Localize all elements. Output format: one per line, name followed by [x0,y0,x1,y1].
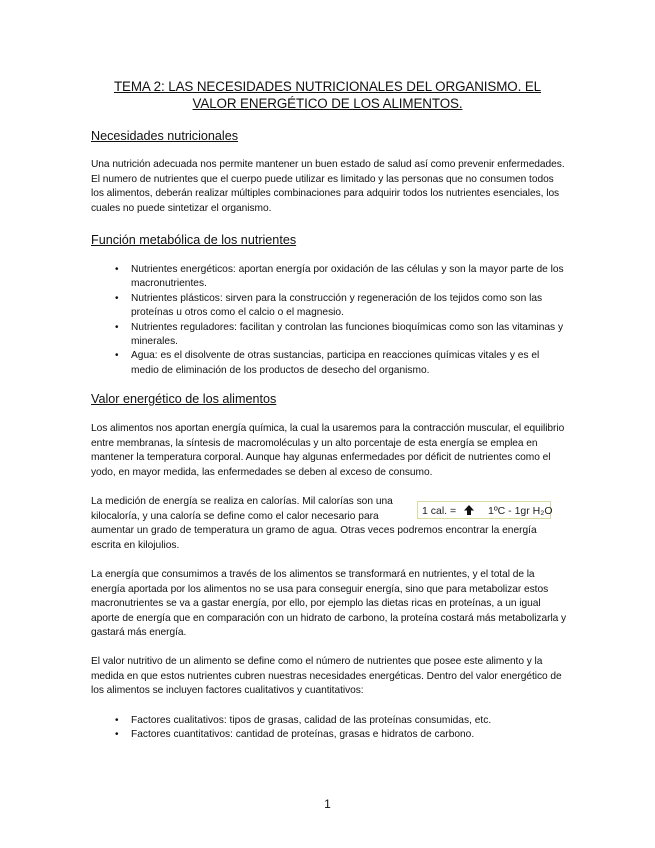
paragraph-necesidades: Una nutrición adecuada nos permite mantener un buen estado de salud así como prevenir enfermedades. El numero de nutrientes que el cuerpo puede utilizar es limitado y las personas que no consumen todos los alimentos, deberán realizar múltiples combinaciones para adquirir todos los nutrientes esenciales, los cuales no puede sintetizar el organismo. [91,159,565,214]
list-factores [91,714,568,743]
formula-right: 1ºC - 1gr H₂O [488,505,553,517]
heading-necesidades: Necesidades nutricionales [91,129,239,143]
list-funcion [91,263,568,378]
bullet-icon: • [115,715,119,726]
document-title: TEMA 2: LAS NECESIDADES NUTRICIONALES DEL ORGANISMO. EL VALOR ENERGÉTICO DE LOS ALIMENTOS. [113,79,542,111]
paragraph-valor-3: La energía que consumimos a través de los alimentos se transformará en nutrientes, y el total de la energía aportada por los alimentos no se usa para conseguir energía, sino que para metabolizar estos macronutrientes se va a gastar energía, por ello, por ejemplo las dietas ricas en proteínas, a un igual aporte de energía que en comparación con un hidrato de carbono, la proteína costará más metabolizarla y gastará más energía. [91,569,567,639]
paragraph-valor-2-wrap: La medición de energía se realiza en calorías. Mil calorías son una kilocaloría, y una caloría se define como el calor necesario para [91,496,393,522]
bullet-icon: • [115,264,119,275]
up-arrow-icon [463,504,475,516]
list-item: • Nutrientes plásticos: sirven para la construcción y regeneración de los tejidos como son las proteínas u otros como el calcio o el magnesio. [115,292,543,319]
bullet-icon: • [115,292,119,304]
heading-valor: Valor energético de los alimentos [91,392,277,406]
heading-funcion: Función metabólica de los nutrientes [91,233,297,247]
list-item: • Nutrientes reguladores: facilitan y controlan las funciones bioquímicas como son las vitaminas y minerales. [115,321,564,348]
list-item: • Agua: es el disolvente de otras sustancias, participa en reacciones químicas vitales y es el medio de eliminación de los productos de desecho del organismo. [115,350,540,376]
page-number: 1 [324,797,331,811]
bullet-icon: • [115,350,119,362]
list-item: • Factores cuantitativos: cantidad de proteínas, grasas e hidratos de carbono. [91,728,568,742]
bullet-icon: • [115,729,119,741]
formula-left: 1 cal. = [422,505,457,517]
list-item: • Nutrientes energéticos: aportan energía por oxidación de las células y son la mayor parte de los macronutrientes. [115,264,564,290]
bullet-icon: • [115,321,119,333]
paragraph-valor-1: Los alimentos nos aportan energía química, la cual la usaremos para la contracción muscular, el equilibrio entre membranas, la síntesis de macromoléculas y un alto porcentaje de esta energía se emplea en mantener la temperatura corporal. Aunque hay algunas enfermedades por déficit de nutrientes como el yodo, en mayor medida, las enfermedades se deben al exceso de consumo. [91,423,565,478]
calorie-formula [417,501,551,519]
paragraph-valor-2-rest: aumentar un grado de temperatura un gramo de agua. Otras veces podremos encontrar la energía escrita en kilojulios. [91,525,537,551]
paragraph-valor-4: El valor nutritivo de un alimento se define como el número de nutrientes que posee este alimento y la medida en que estos nutrientes cubren nuestras necesidades energéticas. Dentro del valor energético de los alimentos se incluyen factores cualitativos y cuantitativos: [91,656,562,697]
list-item: • Factores cualitativos: tipos de grasas, calidad de las proteínas consumidas, etc. [91,714,568,728]
